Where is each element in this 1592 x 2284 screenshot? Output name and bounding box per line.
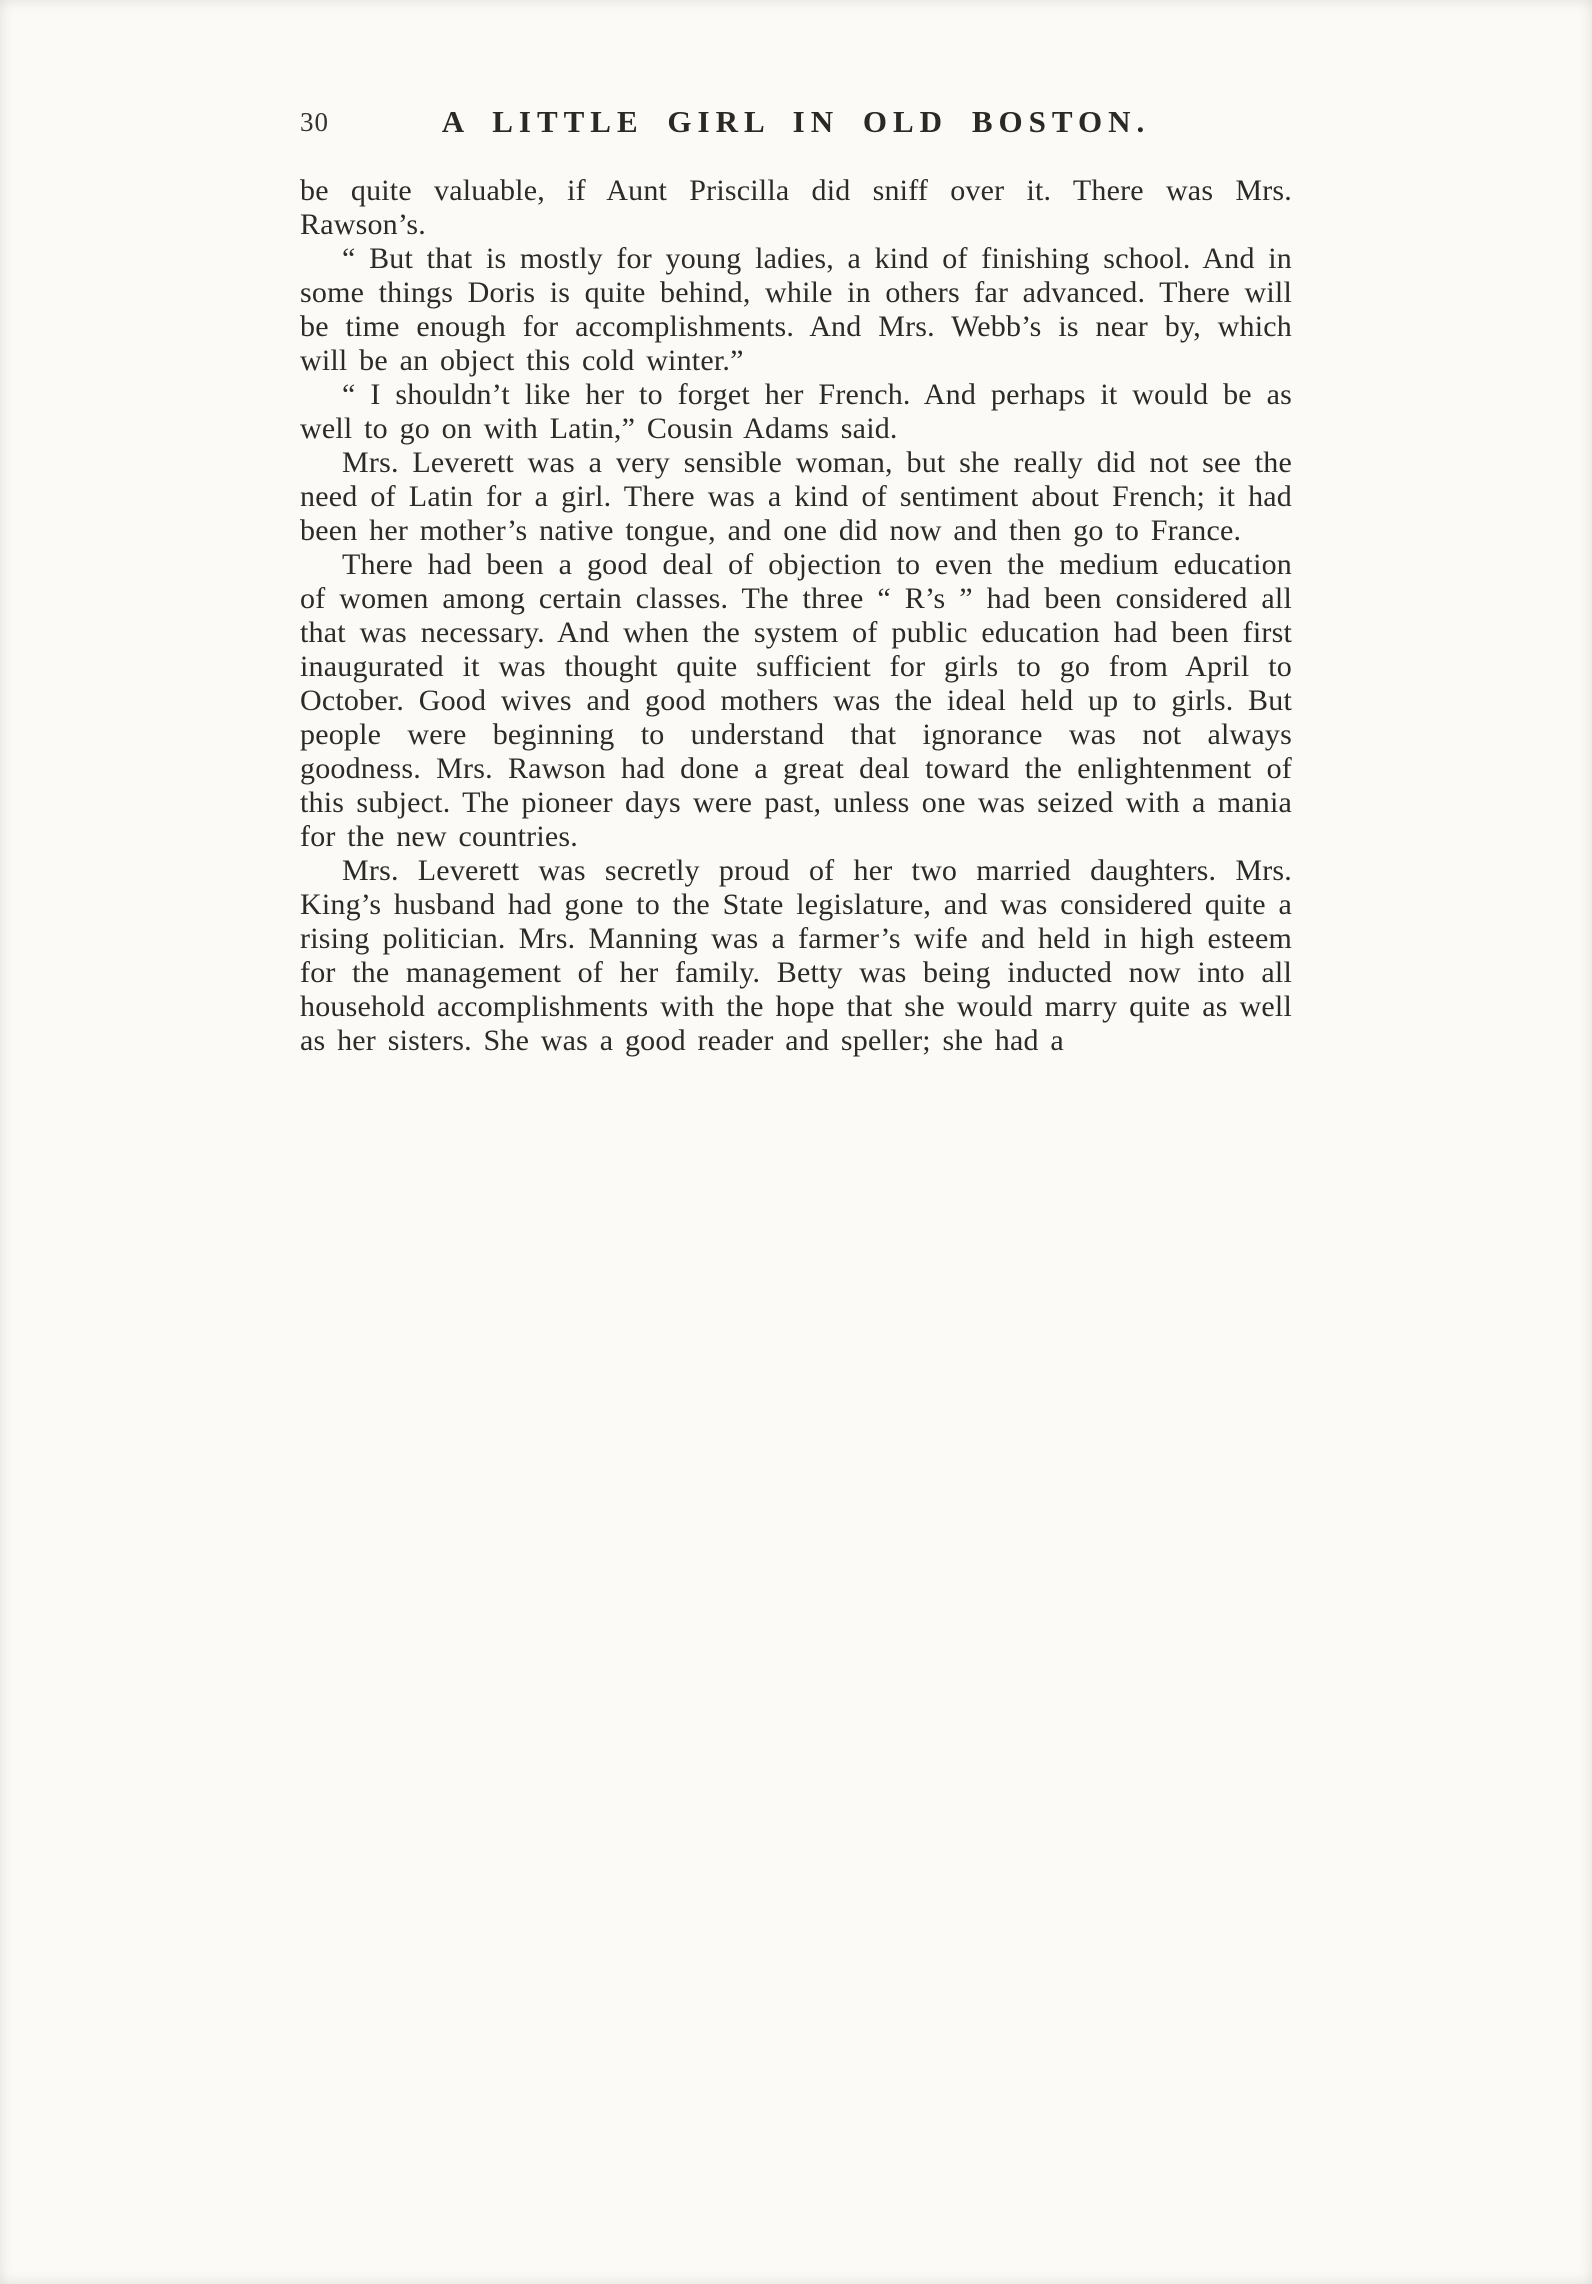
paragraph: Mrs. Leverett was secretly proud of her two married daughters. Mrs. King’s husband had gone to the State legislature, and was considered quite a rising politician. Mrs. Manning was a farmer’s wife and held in high esteem for the management of her family. Betty was being inducted now into all household accomplishments with the hope that she would marry quite as well as her sisters. She was a good reader and speller; she had a	[300, 854, 1292, 1057]
page-header	[300, 104, 1292, 148]
running-title: A LITTLE GIRL IN OLD BOSTON.	[441, 104, 1151, 139]
page-number: 30	[300, 107, 329, 137]
paragraph: “ I shouldn’t like her to forget her French. And perhaps it would be as well to go on with Latin,” Cousin Adams said.	[300, 378, 1292, 445]
page-body	[300, 174, 1292, 1058]
paragraph: “ But that is mostly for young ladies, a kind of finishing school. And in some things Doris is quite behind, while in others far advanced. There will be time enough for accomplishments. And Mrs. Webb’s is near by, which will be an object this cold winter.”	[300, 242, 1292, 377]
paragraph: There had been a good deal of objection to even the medium education of women among certain classes. The three “ R’s ” had been considered all that was necessary. And when the system of public education had been first inaugurated it was thought quite sufficient for girls to go from April to October. Good wives and good mothers was the ideal held up to girls. But people were beginning to understand that ignorance was not always goodness. Mrs. Rawson had done a great deal toward the enlightenment of this subject. The pioneer days were past, unless one was seized with a mania for the new countries.	[300, 548, 1292, 853]
paragraph: Mrs. Leverett was a very sensible woman, but she really did not see the need of Latin for a girl. There was a kind of sentiment about French; it had been her mother’s native tongue, and one did now and then go to France.	[300, 446, 1292, 547]
paragraph-continuation: be quite valuable, if Aunt Priscilla did sniff over it. There was Mrs. Rawson’s.	[300, 174, 1292, 241]
